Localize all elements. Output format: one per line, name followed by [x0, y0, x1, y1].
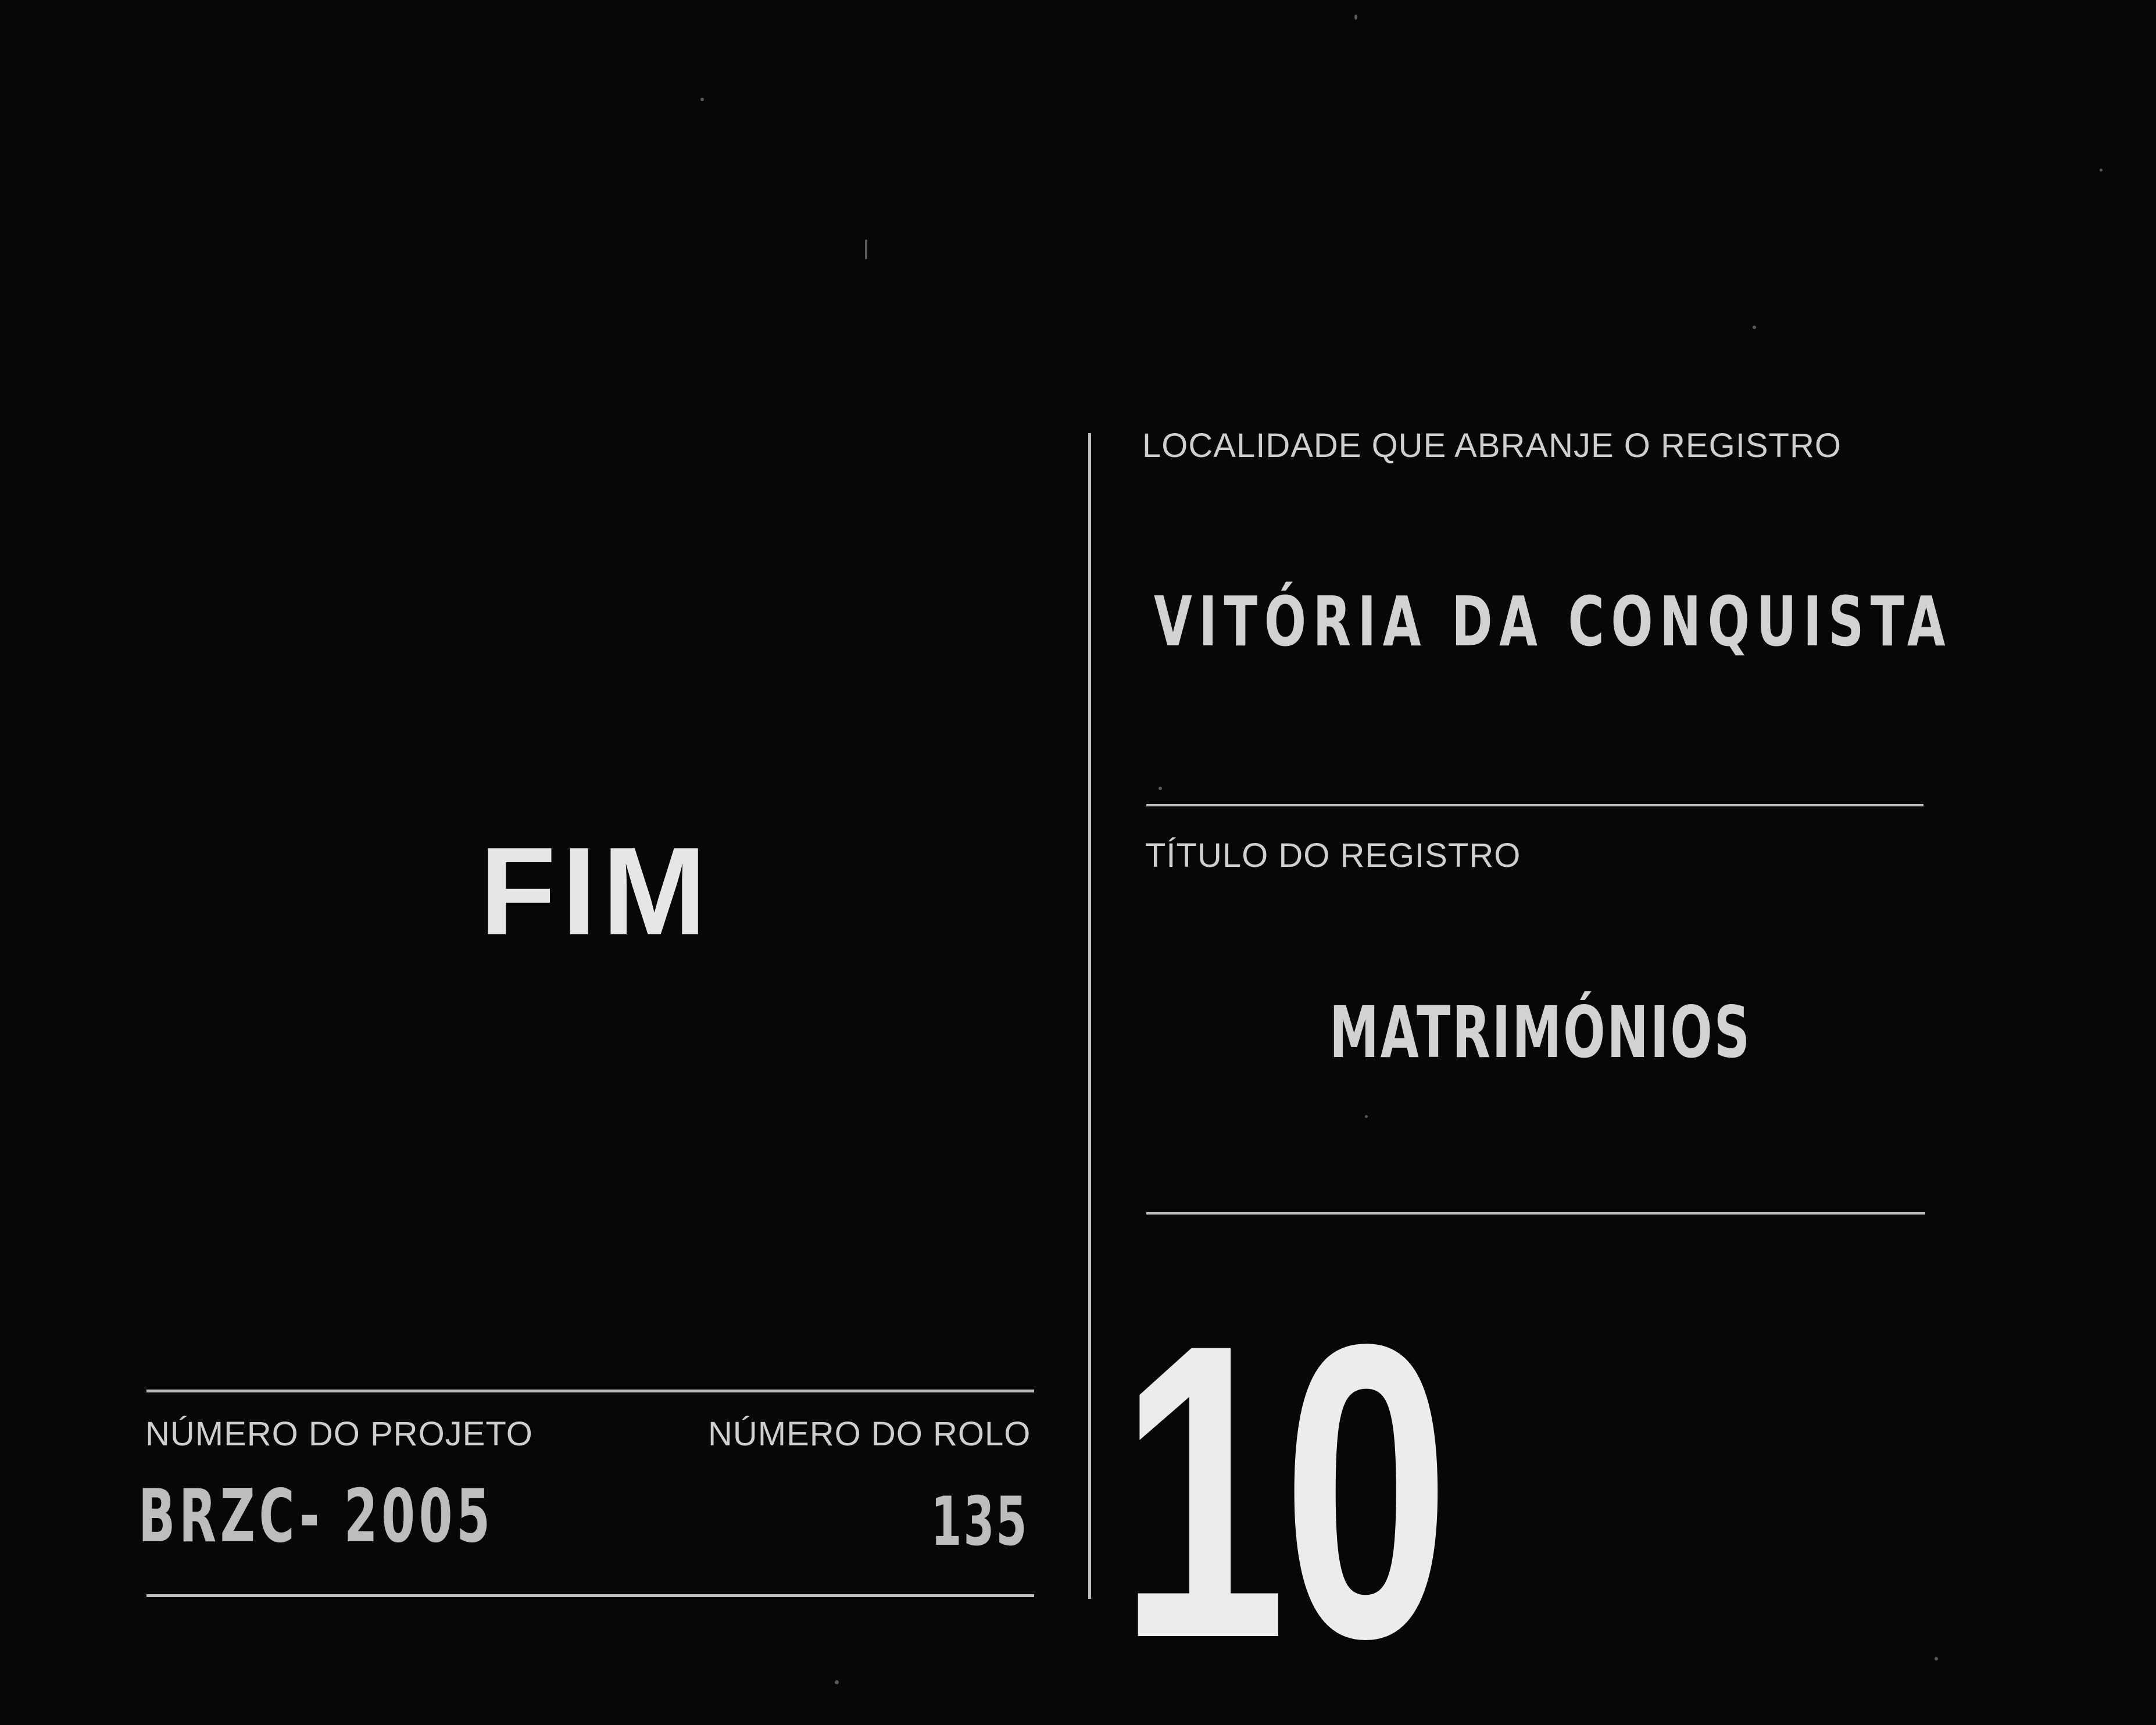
film-speck — [700, 98, 704, 101]
film-speck — [1935, 1657, 1938, 1660]
project-number-value: BRZC- 2005 — [138, 1473, 494, 1559]
film-speck — [1354, 15, 1357, 20]
project-top-rule — [146, 1390, 1034, 1392]
record-title-label: TÍTULO DO REGISTRO — [1145, 837, 1521, 874]
project-bottom-rule — [146, 1594, 1034, 1597]
end-marker-text: FIM — [480, 821, 713, 961]
film-speck — [1159, 787, 1162, 790]
locality-label: LOCALIDADE QUE ABRANJE O REGISTRO — [1142, 427, 1842, 465]
film-speck — [2100, 169, 2103, 172]
film-speck — [865, 240, 867, 259]
record-title-value: MATRIMÓNIOS — [1329, 991, 1751, 1074]
record-title-divider — [1146, 1212, 1925, 1215]
roll-number-label: NÚMERO DO ROLO — [708, 1415, 1031, 1453]
film-speck — [1365, 1115, 1368, 1118]
vertical-divider — [1088, 433, 1091, 1599]
locality-divider — [1146, 804, 1923, 806]
film-speck — [835, 1680, 839, 1684]
project-number-label: NÚMERO DO PROJETO — [145, 1415, 533, 1453]
roll-number-value: 135 — [931, 1483, 1028, 1561]
reel-sequence-number: 10 — [1119, 1257, 1446, 1725]
locality-value: VITÓRIA DA CONQUISTA — [1154, 581, 1952, 662]
film-speck — [1753, 326, 1756, 329]
